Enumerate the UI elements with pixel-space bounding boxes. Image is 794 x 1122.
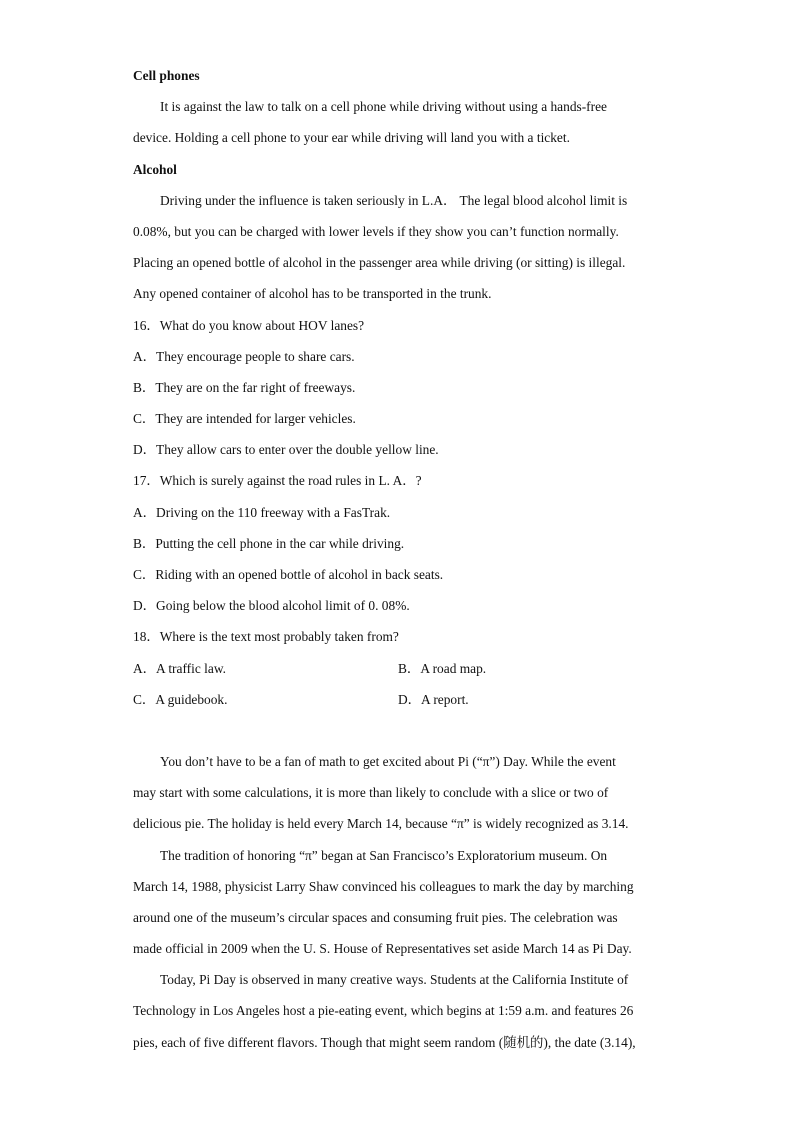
alcohol-text-line-3: Placing an opened bottle of alcohol in the passenger area while driving (or sitting) is illegal. <box>133 255 626 271</box>
pi-paragraph-2-line-2: March 14, 1988, physicist Larry Shaw convinced his colleagues to mark the day by marching <box>133 878 634 894</box>
alcohol-text-line-4: Any opened container of alcohol has to be transported in the trunk. <box>133 286 492 302</box>
question-18-option-d: D．A report. <box>398 691 469 707</box>
pi-paragraph-1-line-3: delicious pie. The holiday is held every March 14, because “π” is widely recognized as 3.14. <box>133 816 629 832</box>
question-18-stem: 18．Where is the text most probably taken from? <box>133 629 399 645</box>
alcohol-heading: Alcohol <box>133 161 177 177</box>
question-18-options-row-2 <box>133 684 663 715</box>
question-17-option-d: D．Going below the blood alcohol limit of 0. 08%. <box>133 598 410 614</box>
cell-phones-heading: Cell phones <box>133 68 200 83</box>
question-16-option-a: A．They encourage people to share cars. <box>133 348 355 364</box>
question-18-option-a: A．A traffic law. <box>133 660 226 676</box>
question-18-options-row-1 <box>133 653 663 684</box>
document-page <box>133 60 663 1058</box>
question-18-option-b: B．A road map. <box>398 660 487 676</box>
cell-phones-text-line-1: It is against the law to talk on a cell phone while driving without using a hands-free <box>160 99 607 115</box>
passage-gap <box>133 715 663 746</box>
question-17-option-b: B．Putting the cell phone in the car while driving. <box>133 535 405 551</box>
pi-paragraph-3-line-3: pies, each of five different flavors. Though that might seem random (随机的), the date (3.14), <box>133 1034 636 1050</box>
question-16-stem: 16．What do you know about HOV lanes? <box>133 317 365 333</box>
question-16-option-b: B．They are on the far right of freeways. <box>133 379 356 395</box>
question-17-option-c: C．Riding with an opened bottle of alcohol in back seats. <box>133 567 444 582</box>
pi-paragraph-3-line-2: Technology in Los Angeles host a pie-eating event, which begins at 1:59 a.m. and features 26 <box>133 1003 634 1019</box>
pi-paragraph-1-line-1: You don’t have to be a fan of math to get excited about Pi (“π”) Day. While the event <box>160 753 616 769</box>
question-18-option-c: C．A guidebook. <box>133 691 228 707</box>
question-17-option-a: A．Driving on the 110 freeway with a FasTrak. <box>133 504 391 520</box>
pi-paragraph-1-line-2: may start with some calculations, it is more than likely to conclude with a slice or two of <box>133 785 609 801</box>
pi-paragraph-2-line-3: around one of the museum’s circular spaces and consuming fruit pies. The celebration was <box>133 909 618 925</box>
question-16-option-c: C．They are intended for larger vehicles. <box>133 411 356 427</box>
question-17-stem: 17．Which is surely against the road rules in L. A．? <box>133 473 422 489</box>
pi-paragraph-2-line-4: made official in 2009 when the U. S. House of Representatives set aside March 14 as Pi Day. <box>133 941 632 957</box>
pi-paragraph-3-line-1: Today, Pi Day is observed in many creative ways. Students at the California Institute of <box>160 972 629 988</box>
question-16-option-d: D．They allow cars to enter over the double yellow line. <box>133 442 439 458</box>
pi-paragraph-2-line-1: The tradition of honoring “π” began at San Francisco’s Exploratorium museum. On <box>160 847 608 863</box>
alcohol-text-line-2: 0.08%, but you can be charged with lower levels if they show you can’t function normally. <box>133 223 619 239</box>
alcohol-text-line-1: Driving under the influence is taken seriously in L.A． The legal blood alcohol limit is <box>160 192 628 208</box>
cell-phones-text-line-2: device. Holding a cell phone to your ear while driving will land you with a ticket. <box>133 130 570 146</box>
